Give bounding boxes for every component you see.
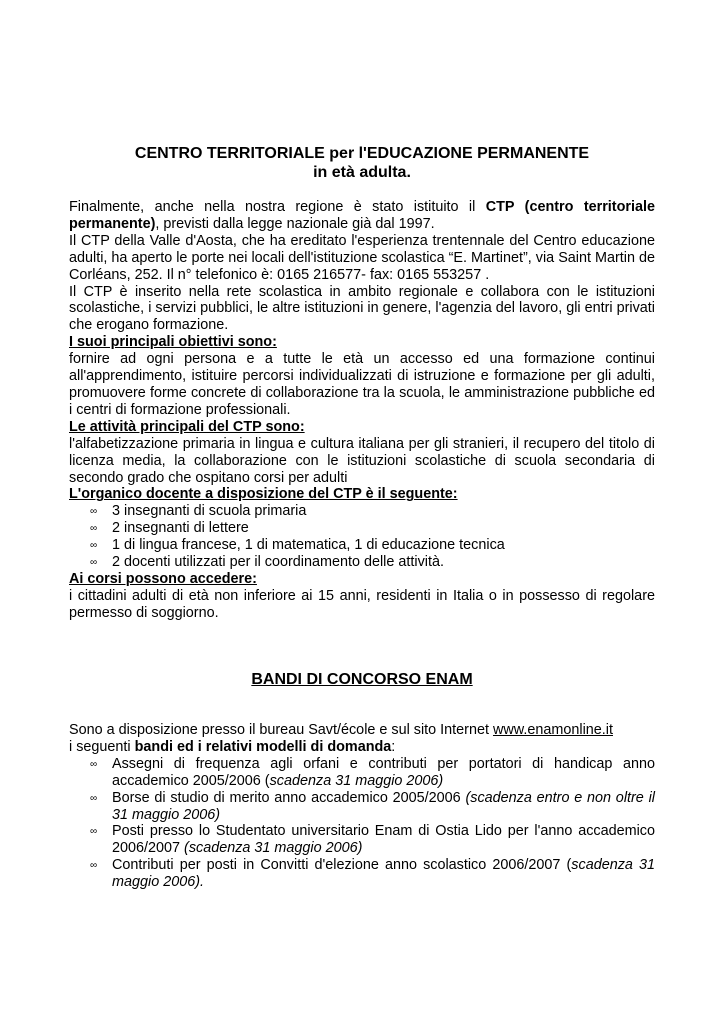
bando-text: Posti presso lo Studentato universitario Enam di Ostia Lido per l'anno accademico 2006/2007 — [112, 823, 655, 857]
bando-text: Contributi per posti in Convitti d'elezione anno scolastico 2006/2007 ( — [112, 857, 572, 874]
enam-section — [69, 722, 655, 891]
accedere-heading: Ai corsi possono accedere: — [69, 570, 257, 587]
list-item — [69, 756, 655, 790]
list-item — [69, 790, 655, 824]
list-item-text: 2 docenti utilizzati per il coordinamento delle attività. — [112, 554, 444, 571]
organico-heading: L'organico docente a disposizione del CTP è il seguente: — [69, 486, 458, 503]
obiettivi-paragraph: fornire ad ogni persona e a tutte le età un accesso ed una formazione continui all'apprendimento, istituire percorsi individualizzati di istruzione e formazione per gli adulti, promuovere forme concrete di collaborazione tra la scuola, le amministrazione pubbliche ed i centri di formazione professionali. — [69, 351, 655, 418]
enam-intro-bold: bandi ed i relativi modelli di domanda — [134, 738, 392, 755]
enam-intro-text-c: : — [391, 738, 396, 755]
list-item-text: 3 insegnanti di scuola primaria — [112, 503, 307, 520]
bullet-icon: ∞ — [90, 758, 98, 770]
enam-intro-line1 — [69, 722, 655, 739]
bando-deadline: scadenza 31 maggio 2006). — [112, 857, 656, 891]
list-item-text: 1 di lingua francese, 1 di matematica, 1 di educazione tecnica — [112, 537, 505, 554]
list-item — [69, 503, 655, 520]
ctp-intro-bold: CTP (centro territoriale permanente) — [69, 199, 655, 232]
list-item — [69, 857, 655, 891]
list-item — [69, 823, 655, 857]
enam-intro-line2 — [69, 739, 655, 756]
list-item — [69, 520, 655, 537]
bullet-icon: ∞ — [90, 540, 98, 552]
bando-text: Borse di studio di merito anno accademico 2005/2006 — [112, 789, 466, 806]
obiettivi-heading: I suoi principali obiettivi sono: — [69, 334, 277, 351]
ctp-intro-text-b: , previsti dalla legge nazionale già dal 1997. — [155, 215, 435, 232]
enam-intro-text-b: i seguenti — [69, 738, 135, 755]
ctp-title — [69, 144, 655, 182]
bando-deadline: (scadenza entro e non oltre il 31 maggio 2006) — [112, 789, 655, 823]
bullet-icon: ∞ — [90, 792, 98, 804]
bullet-icon: ∞ — [90, 557, 98, 569]
enam-intro-text-a: Sono a disposizione presso il bureau Savt/école e sul sito Internet — [69, 722, 493, 738]
bullet-icon: ∞ — [90, 826, 98, 838]
list-item — [69, 537, 655, 554]
ctp-intro-text-a: Finalmente, anche nella nostra regione è stato istituito il — [69, 199, 486, 215]
attivita-paragraph: l'alfabetizzazione primaria in lingua e cultura italiana per gli stranieri, il recupero del titolo di licenza media, la collaborazione con le istituzioni scolastiche di scuola secondaria di secondo grado che ospitano corsi per adulti — [69, 435, 655, 486]
bullet-icon: ∞ — [90, 523, 98, 535]
accedere-paragraph: i cittadini adulti di età non inferiore ai 15 anni, residenti in Italia o in possesso di regolare permesso di soggiorno. — [69, 587, 655, 621]
bandi-list — [69, 756, 655, 891]
ctp-section — [69, 199, 655, 622]
ctp-network-paragraph: Il CTP è inserito nella rete scolastica in ambito regionale e collabora con le istituzioni scolastiche, i servizi pubblici, le altre istituzioni in genere, l'agenzia del lavoro, gli entri privati che erogano formazione. — [69, 283, 655, 334]
bullet-icon: ∞ — [90, 860, 98, 872]
ctp-title-line1: CENTRO TERRITORIALE per l'EDUCAZIONE PERMANENTE — [134, 145, 590, 162]
enam-website-link[interactable]: www.enamonline.it — [492, 722, 613, 738]
bando-deadline: scadenza 31 maggio 2006) — [269, 772, 444, 789]
ctp-location-paragraph: Il CTP della Valle d'Aosta, che ha ereditato l'esperienza trentennale del Centro educazione adulti, ha aperto le porte nei locali dell'istituzione scolastica “E. Martinet”, via Saint Martin de Corléans, 252. Il n° telefonico è: 0165 216577- fax: 0165 553257 . — [69, 232, 655, 283]
ctp-title-line2: in età adulta. — [313, 164, 411, 181]
list-item — [69, 554, 655, 571]
bullet-icon: ∞ — [90, 506, 98, 518]
attivita-heading: Le attività principali del CTP sono: — [69, 418, 305, 435]
enam-title: BANDI DI CONCORSO ENAM — [251, 671, 473, 688]
list-item-text: 2 insegnanti di lettere — [112, 520, 249, 537]
bando-deadline: (scadenza 31 maggio 2006) — [184, 840, 363, 857]
bando-text: Assegni di frequenza agli orfani e contributi per portatori di handicap anno accademico 2005/2006 ( — [112, 755, 655, 789]
organico-list — [69, 503, 655, 571]
ctp-intro-paragraph — [69, 199, 655, 233]
